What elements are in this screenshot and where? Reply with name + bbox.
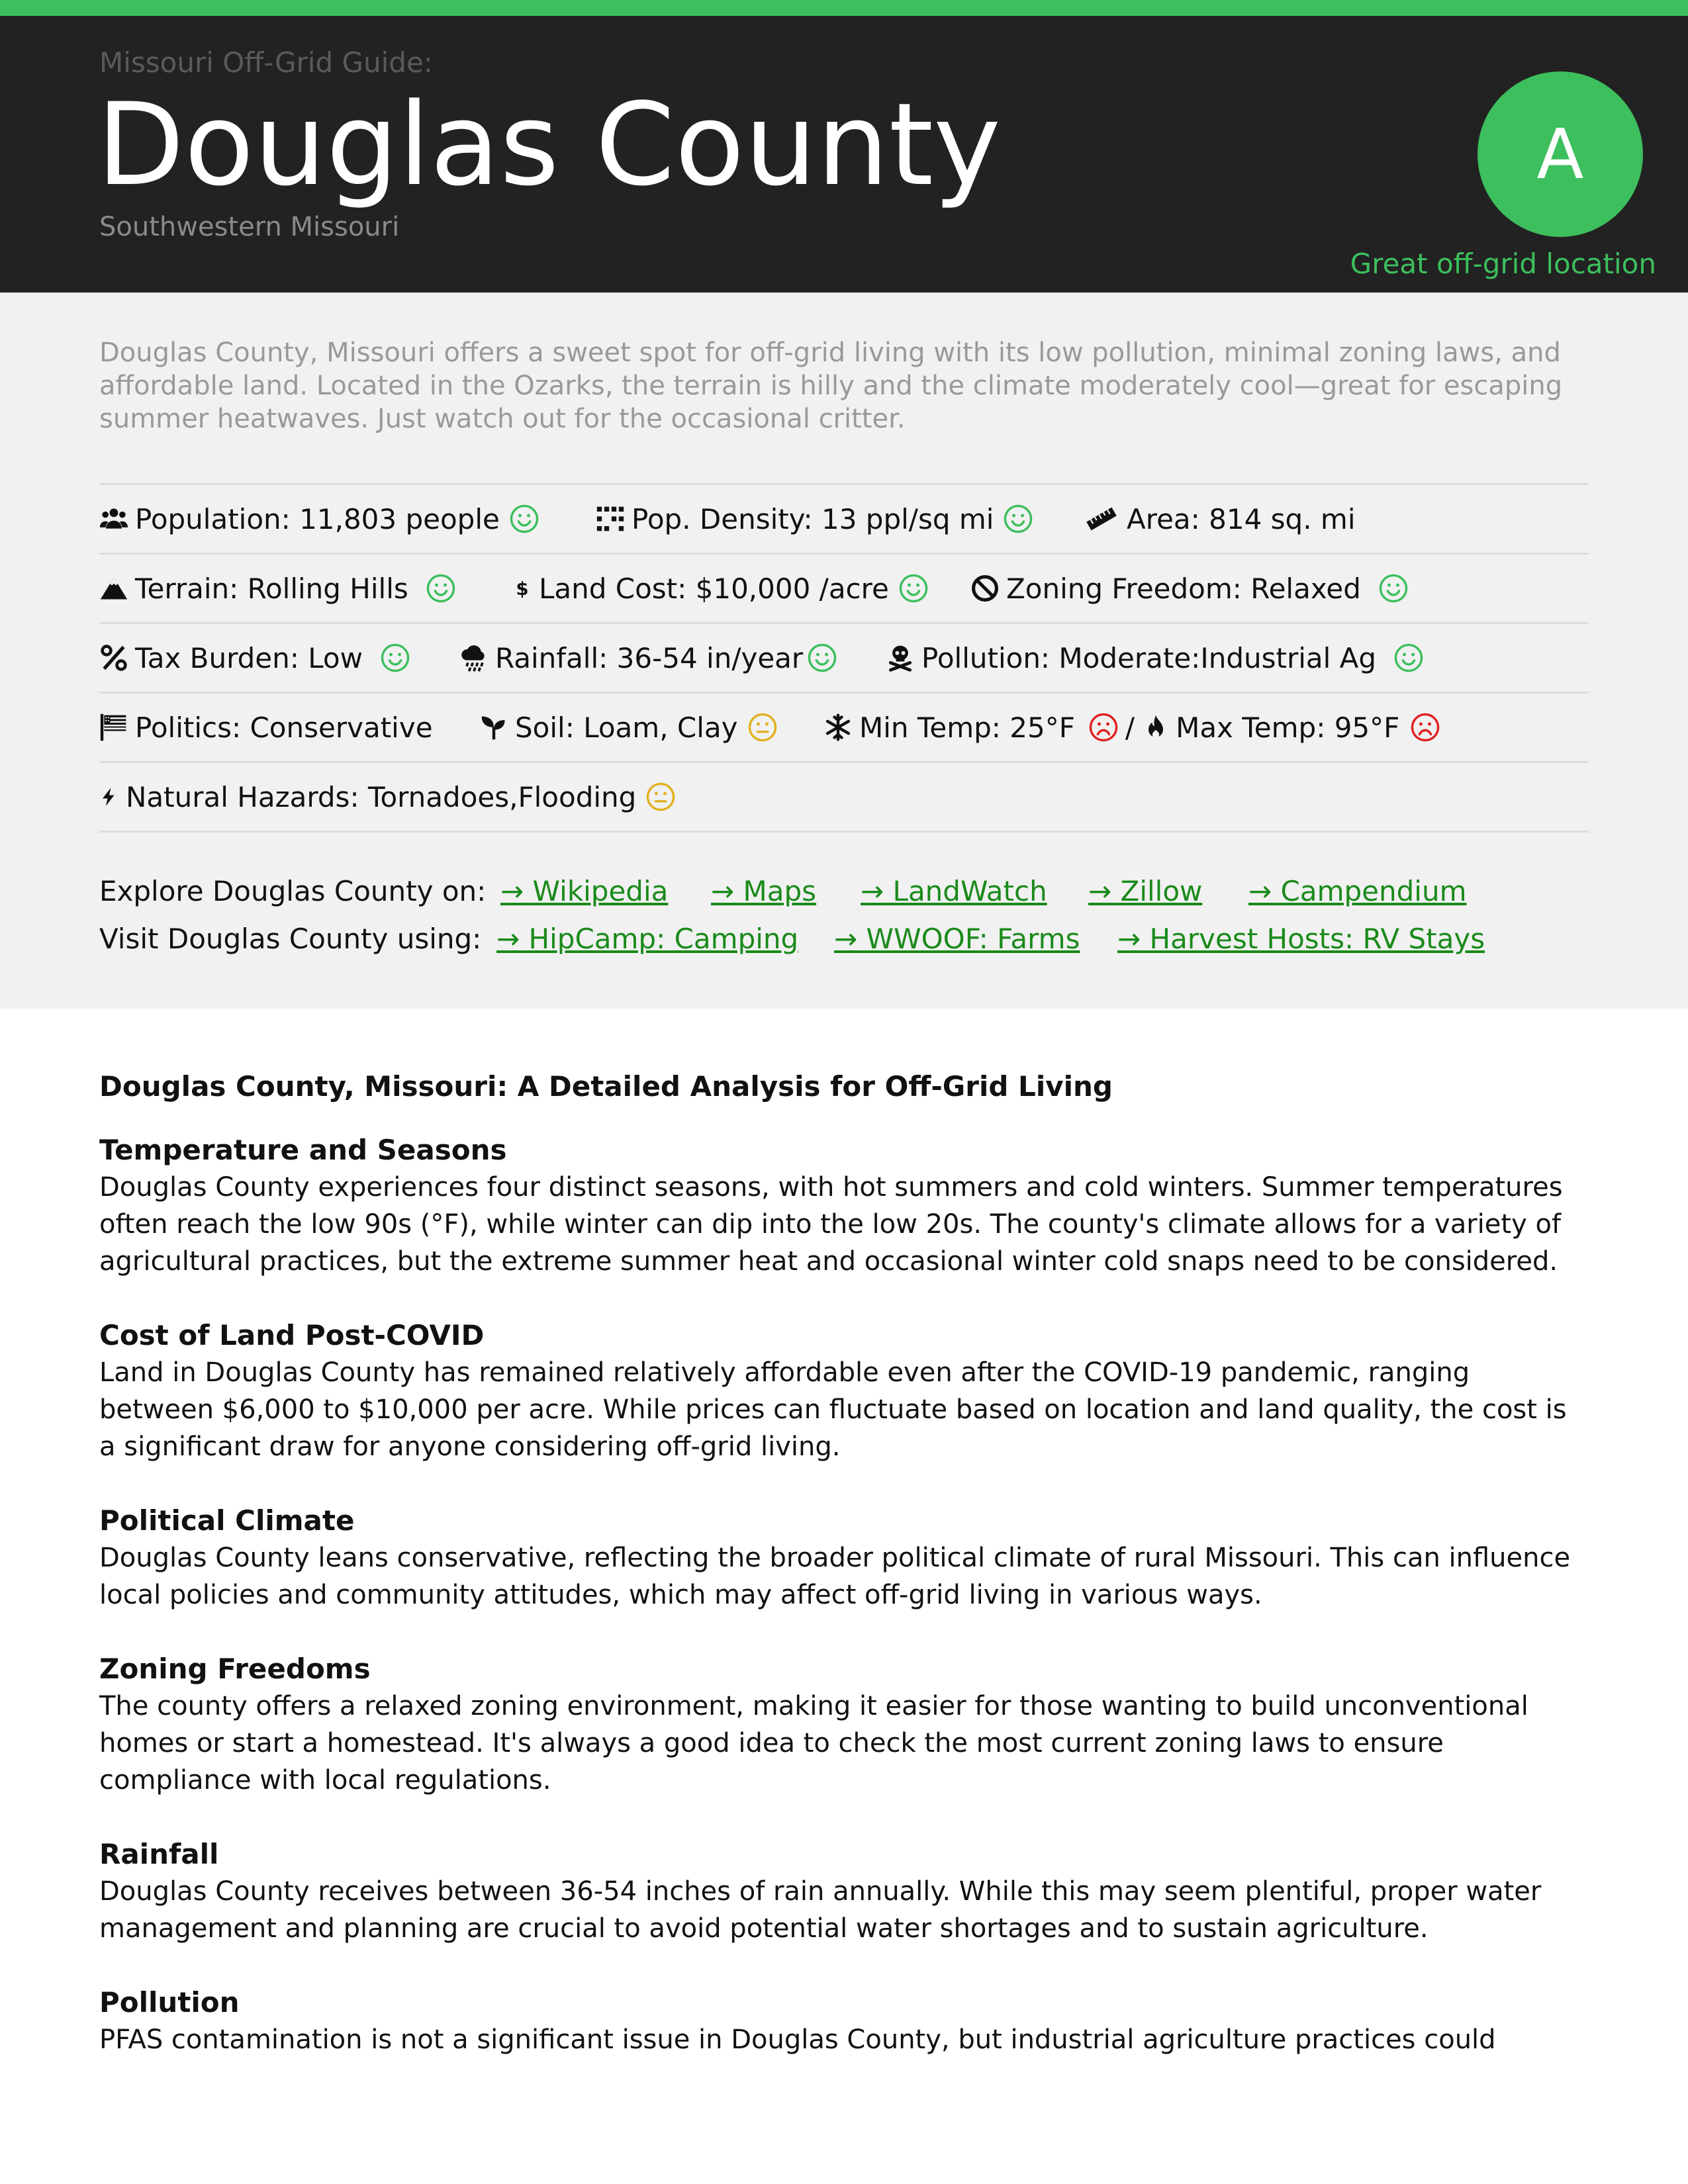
stat-terrain [99,555,456,622]
link-hipcamp[interactable]: → HipCamp: Camping [496,923,799,955]
section-heading: Political Climate [99,1504,355,1537]
stat-hazards [99,763,676,831]
explore-links-row [99,875,1467,907]
guide-kicker: Missouri Off-Grid Guide: [99,46,433,79]
stats-table [99,483,1589,833]
section-heading: Cost of Land Post-COVID [99,1319,485,1351]
skull-icon [886,643,915,672]
svg-text:$: $ [516,578,529,600]
stat-zoning [970,555,1409,622]
grade-label: Great off-grid location [1350,248,1656,280]
flag-icon [99,713,128,742]
stat-row [99,485,1589,555]
stat-land-cost [512,555,929,622]
section-body: PFAS contamination is not a significant issue in Douglas County, but industrial agriculture practices could [99,2025,1496,2055]
smiley-face-icon [898,573,929,604]
stat-row [99,555,1589,624]
neutral-face-icon [645,782,676,812]
fire-icon [1141,713,1170,742]
section-body: Douglas County receives between 36-54 inches of rain annually. While this may seem plentiful, proper water management and planning are crucial to avoid potential water shortages and to sustain agriculture. [99,1876,1542,1944]
smiley-face-icon [426,573,456,604]
ban-icon [970,574,1000,603]
stat-text: Natural Hazards: Tornadoes,Flooding [126,780,637,813]
intro-text: Douglas County, Missouri offers a sweet spot for off-grid living with its low pollution, minimal zoning laws, and affordable land. Located in the Ozarks, the terrain is hilly and the climate moderately cool—great for escaping summer heatwaves. Just watch out for the occasional critter. [99,338,1563,434]
visit-links-row [99,923,1485,955]
summary-panel [0,293,1688,1009]
stat-text: Land Cost: $10,000 /acre [539,572,889,605]
section-heading: Zoning Freedoms [99,1653,371,1685]
stat-temperature [823,694,1440,761]
stat-text: Soil: Loam, Clay [515,711,738,744]
stat-text: Politics: Conservative [135,711,433,744]
link-maps[interactable]: → Maps [711,875,817,907]
stat-row [99,763,1589,833]
stat-population [99,485,539,553]
smiley-face-icon [1393,643,1424,673]
stat-area [1083,485,1356,553]
link-harvest-hosts[interactable]: → Harvest Hosts: RV Stays [1117,923,1485,955]
section-body: Douglas County leans conservative, reflecting the broader political climate of rural Missouri. This can influence local policies and community attitudes, which may affect off-grid living in various ways. [99,1543,1571,1610]
link-wikipedia[interactable]: → Wikipedia [500,875,669,907]
stat-text: Min Temp: 25°F [859,711,1075,744]
stat-text: Tax Burden: Low [135,641,363,674]
section-heading: Temperature and Seasons [99,1134,507,1166]
section-body: The county offers a relaxed zoning environment, making it easier for those wanting to build unconventional homes or start a homestead. It's always a good idea to check the most current zoning laws to ensure compliance with local regulations. [99,1691,1528,1796]
stat-row [99,694,1589,763]
article [99,1068,1589,2095]
stat-rainfall [459,624,837,692]
temp-separator: / [1125,711,1135,744]
page-title: Douglas County [97,78,1001,211]
article-title: Douglas County, Missouri: A Detailed Analysis for Off-Grid Living [99,1070,1113,1103]
neutral-face-icon [747,712,778,743]
explore-label: Explore Douglas County on: [99,875,487,907]
stat-text: Pollution: Moderate:Industrial Ag [921,641,1377,674]
grade-badge: A [1477,71,1643,237]
section-body: Land in Douglas County has remained relatively affordable even after the COVID-19 pandemic, ranging between $6,000 to $10,000 per acre. While prices can fluctuate based on location and land quality, the cost is a significant draw for anyone considering off-grid living. [99,1357,1567,1462]
stat-text: Area: 814 sq. mi [1127,502,1356,535]
section-heading: Pollution [99,1986,240,2019]
rain-cloud-icon [459,643,489,672]
section-body: Douglas County experiences four distinct seasons, with hot summers and cold winters. Summer temperatures often reach the low 90s (°F), while winter can dip into the low 20s. The county's climate allows for a variety of agricultural practices, but the extreme summer heat and occasional winter cold snaps need to be considered. [99,1172,1563,1277]
stat-text: Max Temp: 95°F [1176,711,1400,744]
stat-tax [99,624,410,692]
link-wwoof[interactable]: → WWOOF: Farms [834,923,1080,955]
percent-icon [99,643,128,672]
users-icon [99,504,128,533]
link-landwatch[interactable]: → LandWatch [861,875,1047,907]
stat-density [596,485,1033,553]
stat-text: Terrain: Rolling Hills [135,572,408,605]
stat-text: Rainfall: 36-54 in/year [495,641,804,674]
smiley-face-icon [807,643,837,673]
stat-text: Population: 11,803 people [135,502,500,535]
frown-face-icon [1410,712,1440,743]
dollar-icon [512,574,532,603]
stat-pollution [886,624,1424,692]
stat-text: Pop. Density: 13 ppl/sq mi [632,502,994,535]
mountain-icon [99,574,128,603]
visit-label: Visit Douglas County using: [99,923,482,955]
snowflake-icon [823,713,853,742]
region-subtitle: Southwestern Missouri [99,212,400,242]
accent-bar [0,0,1688,16]
smiley-face-icon [1378,573,1409,604]
link-zillow[interactable]: → Zillow [1088,875,1203,907]
seedling-icon [479,713,508,742]
stat-text: Zoning Freedom: Relaxed [1006,572,1361,605]
ruler-icon [1083,504,1120,533]
stat-row [99,624,1589,694]
page-header [0,16,1688,293]
link-campendium[interactable]: → Campendium [1248,875,1467,907]
grid-dots-icon [596,504,625,533]
frown-face-icon [1088,712,1119,743]
smiley-face-icon [380,643,410,673]
bolt-icon [99,782,119,811]
stat-politics [99,694,433,761]
smiley-face-icon [509,504,539,534]
section-heading: Rainfall [99,1838,219,1870]
smiley-face-icon [1003,504,1033,534]
stat-soil [479,694,778,761]
